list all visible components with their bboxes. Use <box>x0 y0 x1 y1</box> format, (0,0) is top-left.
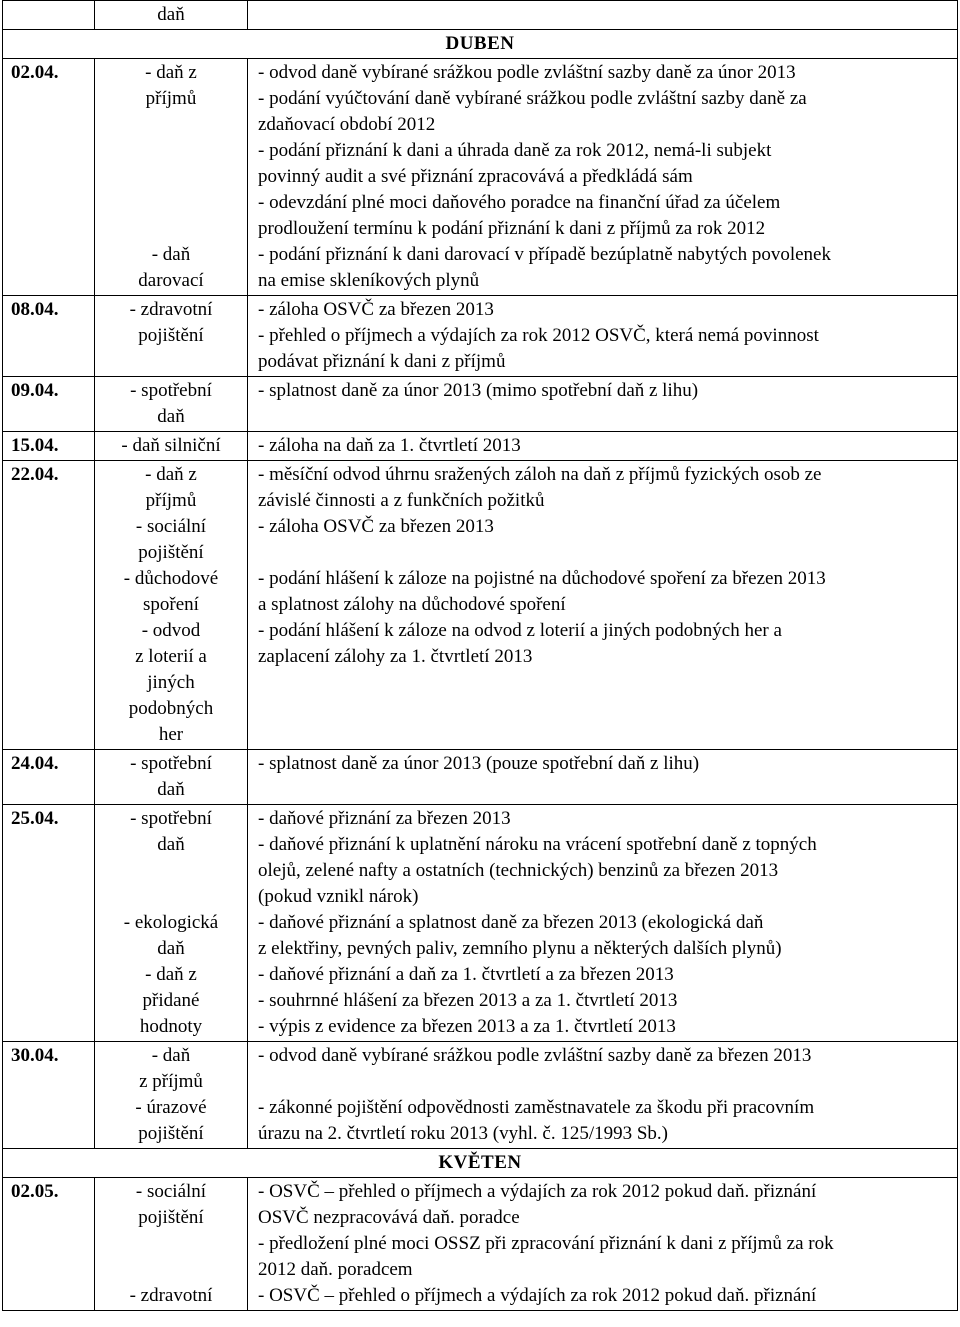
obligation-text: - odevzdání plné moci daňového poradce na finanční úřad za účelem <box>258 192 781 213</box>
tax-type-group <box>95 433 247 459</box>
obligation-text: - zákonné pojištění odpovědnosti zaměstnavatele za škodu při pracovním <box>258 1097 815 1118</box>
obligation-group <box>258 462 953 514</box>
tax-type-label: podobných <box>128 698 214 719</box>
tax-type-label: příjmů <box>145 490 197 511</box>
tax-type-label: daň <box>157 938 185 959</box>
tax-type-label: daň <box>157 4 185 25</box>
tax-type-cell <box>95 750 248 805</box>
month-header-row <box>3 30 958 59</box>
obligation-group <box>258 618 953 748</box>
spacer <box>95 349 247 375</box>
obligation-group <box>258 1043 953 1095</box>
obligation-text: (pokud vznikl nárok) <box>258 886 419 907</box>
spacer <box>95 216 247 242</box>
obligation-group <box>258 962 953 1040</box>
obligation-item <box>258 433 953 459</box>
description-cell <box>248 377 958 432</box>
tax-type-label: z loterií a <box>135 646 207 667</box>
obligation-item <box>258 751 953 777</box>
obligation-text: - podání hlášení k záloze na pojistné na důchodové spoření za březen 2013 <box>258 568 826 589</box>
obligation-text: olejů, zelené nafty a ostatních (technických) benzinů za březen 2013 <box>258 860 779 881</box>
obligation-item <box>258 297 953 323</box>
tax-type-label: - odvod <box>141 620 201 641</box>
obligation-text: - předložení plné moci OSSZ při zpracování přiznání k dani z příjmů za rok <box>258 1233 834 1254</box>
tax-type-label: daň <box>157 779 185 800</box>
tax-type-cell <box>95 432 248 461</box>
description-cell <box>248 296 958 377</box>
obligation-item <box>258 806 953 832</box>
obligation-text: - měsíční odvod úhrnu sražených záloh na daň z příjmů fyzických osob ze <box>258 464 822 485</box>
obligation-text: zdaňovací období 2012 <box>258 114 436 135</box>
tax-type-label: - úrazové <box>135 1097 207 1118</box>
spacer <box>258 1069 953 1095</box>
description-cell <box>248 750 958 805</box>
obligation-group <box>258 242 953 294</box>
obligation-item <box>258 190 953 242</box>
date-cell: 09.04. <box>3 377 95 432</box>
tax-type-label: - daň silniční <box>121 435 221 456</box>
tax-type-label: jiných <box>147 672 195 693</box>
table-row <box>3 296 958 377</box>
date-cell: 22.04. <box>3 461 95 750</box>
table-row <box>3 805 958 1042</box>
tax-type-cell <box>95 1 248 30</box>
tax-type-group <box>95 1095 247 1147</box>
tax-type-label: daň <box>157 834 185 855</box>
tax-type-group <box>95 1179 247 1283</box>
spacer <box>95 164 247 190</box>
tax-type-label: přidané <box>142 990 200 1011</box>
tax-type-label: pojištění <box>138 325 204 346</box>
tax-type-group <box>95 806 247 910</box>
description-cell <box>248 461 958 750</box>
tax-type-label: - spotřební <box>130 808 212 829</box>
date-cell: 24.04. <box>3 750 95 805</box>
obligation-group <box>258 751 953 803</box>
obligation-group <box>258 514 953 566</box>
obligation-text: - souhrnné hlášení za březen 2013 a za 1. čtvrtletí 2013 <box>258 990 678 1011</box>
spacer <box>95 138 247 164</box>
spacer <box>95 858 247 884</box>
obligation-text: a splatnost zálohy na důchodové spoření <box>258 594 566 615</box>
obligation-group <box>258 297 953 375</box>
tax-type-label: daň <box>157 406 185 427</box>
tax-type-label: - daň z <box>145 964 197 985</box>
obligation-item <box>258 1283 953 1309</box>
tax-type-group <box>95 1283 247 1309</box>
obligation-group <box>258 1095 953 1147</box>
description-cell <box>248 1178 958 1311</box>
obligation-text: - podání hlášení k záloze na odvod z loterií a jiných podobných her a <box>258 620 782 641</box>
tax-type-cell <box>95 461 248 750</box>
obligation-text: z elektřiny, pevných paliv, zemního plynu a některých dalších plynů) <box>258 938 782 959</box>
tax-type-group <box>95 514 247 566</box>
tax-type-label: - sociální <box>135 1181 207 1202</box>
month-header-row <box>3 1149 958 1178</box>
tax-type-label: příjmů <box>145 88 197 109</box>
date-cell: 02.04. <box>3 59 95 296</box>
spacer <box>258 670 953 696</box>
tax-type-label: - zdravotní <box>129 1285 213 1306</box>
spacer <box>95 190 247 216</box>
date-cell: 02.05. <box>3 1178 95 1311</box>
spacer <box>258 722 953 748</box>
tax-type-group <box>95 962 247 1040</box>
obligation-group <box>258 1283 953 1309</box>
obligation-item <box>258 1095 953 1147</box>
obligation-text: - přehled o příjmech a výdajích za rok 2012 OSVČ, která nemá povinnost <box>258 325 819 346</box>
obligation-text: prodloužení termínu k podání přiznání k dani z příjmů za rok 2012 <box>258 218 766 239</box>
table-row <box>3 377 958 432</box>
obligation-item <box>258 1043 953 1069</box>
tax-type-group <box>95 751 247 803</box>
spacer <box>258 540 953 566</box>
obligation-group <box>258 910 953 962</box>
tax-type-label: spoření <box>143 594 199 615</box>
obligation-group <box>258 806 953 910</box>
table-row <box>3 1042 958 1149</box>
tax-type-cell <box>95 1042 248 1149</box>
obligation-group <box>258 566 953 618</box>
obligation-text: - výpis z evidence za březen 2013 a za 1. čtvrtletí 2013 <box>258 1016 676 1037</box>
tax-type-label: - daň z <box>145 62 197 83</box>
obligation-text: - podání přiznání k dani a úhrada daně za rok 2012, nemá-li subjekt <box>258 140 772 161</box>
description-cell <box>248 59 958 296</box>
table-row <box>3 59 958 296</box>
obligation-item <box>258 514 953 540</box>
table-row <box>3 1178 958 1311</box>
obligation-item <box>258 323 953 375</box>
obligation-text: povinný audit a své přiznání zpracovává a předkládá sám <box>258 166 693 187</box>
spacer <box>95 1257 247 1283</box>
tax-type-label: - daň <box>151 244 191 265</box>
date-cell: 30.04. <box>3 1042 95 1149</box>
description-cell <box>248 432 958 461</box>
obligation-item <box>258 138 953 190</box>
tax-type-group <box>95 566 247 618</box>
tax-type-label: pojištění <box>138 542 204 563</box>
obligation-text: - OSVČ – přehled o příjmech a výdajích za rok 2012 pokud daň. přiznání <box>258 1285 817 1306</box>
obligation-text: 2012 daň. poradcem <box>258 1259 413 1280</box>
tax-type-group <box>95 60 247 242</box>
tax-type-label: her <box>158 724 184 745</box>
spacer <box>258 696 953 722</box>
tax-type-label: pojištění <box>138 1123 204 1144</box>
obligation-item <box>258 1179 953 1231</box>
obligation-text: zaplacení zálohy za 1. čtvrtletí 2013 <box>258 646 533 667</box>
tax-type-label: - sociální <box>135 516 207 537</box>
obligation-item <box>258 462 953 514</box>
description-cell <box>248 805 958 1042</box>
obligation-text: - podání přiznání k dani darovací v případě bezúplatně nabytých povolenek <box>258 244 831 265</box>
obligation-text: - záloha na daň za 1. čtvrtletí 2013 <box>258 435 521 456</box>
date-cell: 08.04. <box>3 296 95 377</box>
tax-type-label: darovací <box>138 270 204 291</box>
spacer <box>258 404 953 430</box>
tax-type-label: - daň <box>151 1045 191 1066</box>
spacer <box>95 112 247 138</box>
tax-type-group <box>95 297 247 375</box>
obligation-item <box>258 378 953 404</box>
obligation-item <box>258 1014 953 1040</box>
obligation-item <box>258 832 953 910</box>
description-cell <box>248 1042 958 1149</box>
tax-type-group <box>95 1043 247 1095</box>
tax-type-label: - ekologická <box>123 912 219 933</box>
tax-type-label: - daň z <box>145 464 197 485</box>
tax-type-label: pojištění <box>138 1207 204 1228</box>
tax-type-label: - spotřební <box>130 753 212 774</box>
tax-type-label: - spotřební <box>130 380 212 401</box>
description-cell <box>248 1 958 30</box>
tax-type-group <box>95 618 247 748</box>
obligation-text: - splatnost daně za únor 2013 (mimo spotřební daň z lihu) <box>258 380 699 401</box>
obligation-item <box>258 910 953 962</box>
table-row <box>3 1 958 30</box>
obligation-item <box>258 86 953 138</box>
spacer <box>258 777 953 803</box>
obligation-group <box>258 1179 953 1283</box>
date-cell: 25.04. <box>3 805 95 1042</box>
obligation-item <box>258 1231 953 1283</box>
obligation-text: - splatnost daně za únor 2013 (pouze spotřební daň z lihu) <box>258 753 700 774</box>
tax-type-label: - důchodové <box>123 568 219 589</box>
obligation-text: na emise skleníkových plynů <box>258 270 480 291</box>
obligation-item <box>258 962 953 988</box>
tax-type-group <box>95 378 247 430</box>
tax-type-cell <box>95 377 248 432</box>
obligation-group <box>258 378 953 430</box>
table-row <box>3 750 958 805</box>
obligation-item <box>258 242 953 294</box>
obligation-item <box>258 566 953 618</box>
obligation-text: - odvod daně vybírané srážkou podle zvláštní sazby daně za březen 2013 <box>258 1045 812 1066</box>
tax-type-group <box>95 242 247 294</box>
date-cell <box>3 1 95 30</box>
obligation-text: - záloha OSVČ za březen 2013 <box>258 516 494 537</box>
month-title: DUBEN <box>3 30 958 59</box>
tax-type-label: hodnoty <box>139 1016 203 1037</box>
tax-type-label: - zdravotní <box>129 299 213 320</box>
tax-type-group <box>95 462 247 514</box>
obligation-text: - daňové přiznání za březen 2013 <box>258 808 511 829</box>
tax-type-cell <box>95 296 248 377</box>
obligation-text: - daňové přiznání a daň za 1. čtvrtletí a za březen 2013 <box>258 964 674 985</box>
obligation-text: - daňové přiznání k uplatnění nároku na vrácení spotřební daně z topných <box>258 834 817 855</box>
tax-type-cell <box>95 1178 248 1311</box>
tax-type-label: z příjmů <box>139 1071 203 1092</box>
table-row <box>3 461 958 750</box>
obligation-text: - podání vyúčtování daně vybírané srážkou podle zvláštní sazby daně za <box>258 88 807 109</box>
obligation-text: - OSVČ – přehled o příjmech a výdajích za rok 2012 pokud daň. přiznání <box>258 1181 817 1202</box>
obligation-text: - odvod daně vybírané srážkou podle zvláštní sazby daně za únor 2013 <box>258 62 796 83</box>
obligation-text: podávat přiznání k dani z příjmů <box>258 351 506 372</box>
obligation-item <box>258 618 953 670</box>
date-cell: 15.04. <box>3 432 95 461</box>
tax-calendar-table <box>2 0 958 1311</box>
obligation-item <box>258 988 953 1014</box>
table-row <box>3 432 958 461</box>
spacer <box>95 884 247 910</box>
tax-type-cell <box>95 805 248 1042</box>
month-title: KVĚTEN <box>3 1149 958 1178</box>
obligation-text: OSVČ nezpracovává daň. poradce <box>258 1207 520 1228</box>
obligation-item <box>258 60 953 86</box>
obligation-text: úrazu na 2. čtvrtletí roku 2013 (vyhl. č. 125/1993 Sb.) <box>258 1123 669 1144</box>
obligation-group <box>258 433 953 459</box>
tax-type-cell <box>95 59 248 296</box>
obligation-text: závislé činnosti a z funkčních požitků <box>258 490 545 511</box>
obligation-group <box>258 60 953 242</box>
obligation-text: - záloha OSVČ za březen 2013 <box>258 299 494 320</box>
tax-type-group <box>95 910 247 962</box>
obligation-text: - daňové přiznání a splatnost daně za březen 2013 (ekologická daň <box>258 912 764 933</box>
spacer <box>95 1231 247 1257</box>
tax-calendar-body <box>3 1 958 1311</box>
